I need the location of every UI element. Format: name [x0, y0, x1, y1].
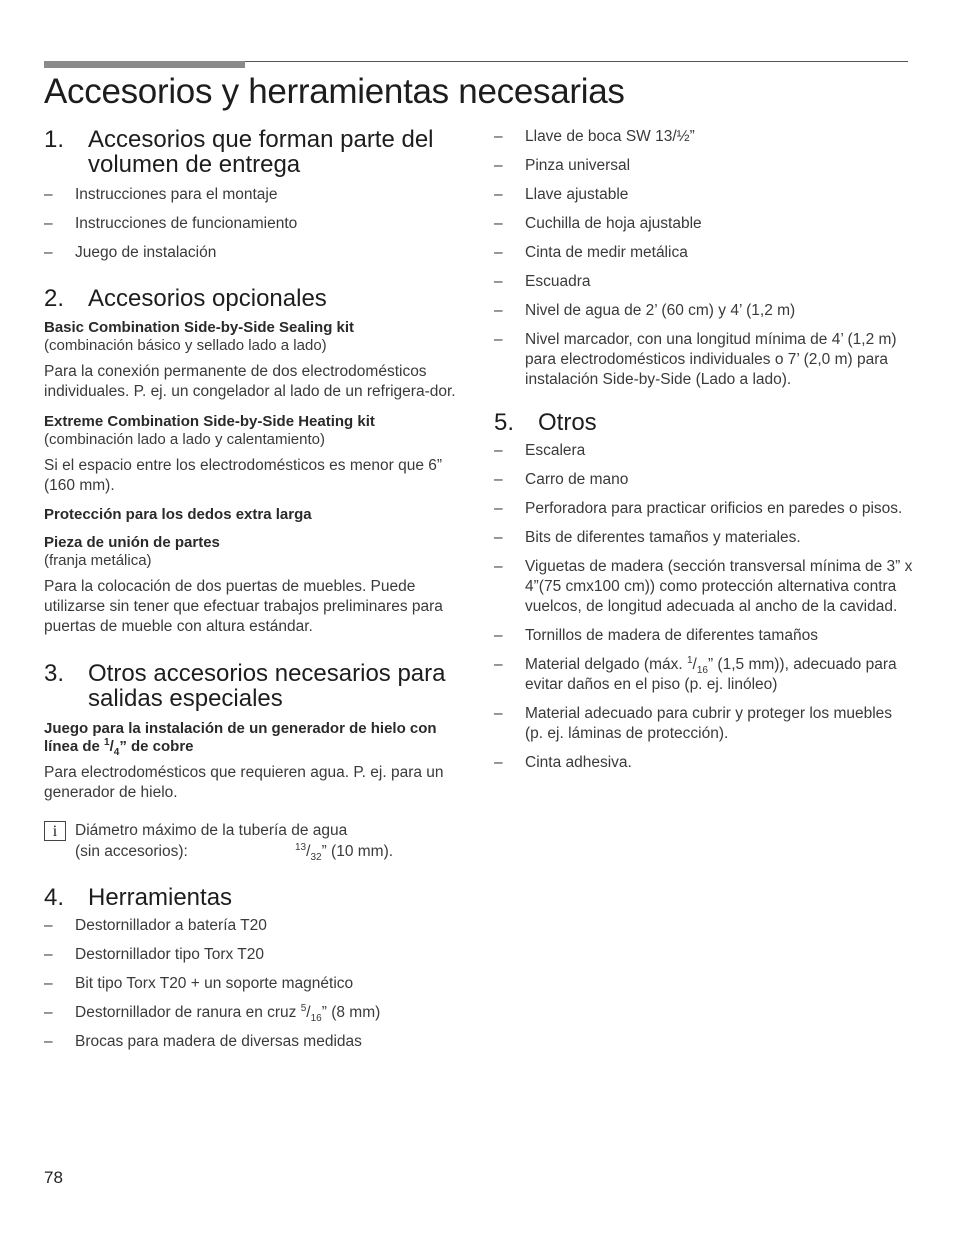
right-column: [494, 127, 914, 782]
left-column: [44, 127, 462, 1061]
section-2-heading: 2. Accesorios opcionales: [44, 285, 327, 312]
page-title: Accesorios y herramientas necesarias: [44, 72, 625, 111]
kit-2-description: Si el espacio entre los electrodomésticos es menor que 6” (160 mm).: [44, 457, 443, 494]
list-item: – Escalera: [494, 441, 914, 461]
section-4-heading: 4. Herramientas: [44, 884, 233, 911]
list-item: – Viguetas de madera (sección transversal mínima de 3” x 4”(75 cmx100 cm)) como protección alternativa contra vuelcos, de longitud adecuada al ancho de la cavidad.: [494, 557, 914, 617]
info-icon: i: [44, 821, 66, 841]
kit-2-note: (combinación lado a lado y calentamiento): [44, 431, 325, 448]
section-1-heading: 1. Accesorios que forman parte del volumen de entrega: [44, 126, 434, 178]
info-line-2: (sin accesorios): $^{13}/_{32}$” (10 mm).: [75, 841, 394, 864]
list-item: – Nivel marcador, con una longitud mínima de 4’ (1,2 m) para electrodomésticos individuales o 7’ (2,0 m) para instalación Side-by-Side (Lado a lado).: [494, 330, 914, 390]
list-item: – Llave de boca SW 13/½”: [494, 127, 914, 147]
section-4-list-continued: [494, 127, 914, 390]
ice-maker-kit-name: Juego para la instalación de un generador de hielo con línea de $^1/_4$” de cobre: [44, 720, 437, 758]
list-item: – Brocas para madera de diversas medidas: [44, 1032, 462, 1052]
list-item: – Destornillador tipo Torx T20: [44, 945, 462, 965]
list-item: – Instrucciones para el montaje: [44, 185, 462, 205]
list-item: – Cinta adhesiva.: [494, 753, 914, 773]
page-number: 78: [44, 1168, 63, 1187]
list-item: – Pinza universal: [494, 156, 914, 176]
section-5-heading: 5. Otros: [494, 409, 597, 436]
list-item: – Material adecuado para cubrir y proteger los muebles (p. ej. láminas de protección).: [494, 704, 914, 744]
kit-1-note: (combinación básico y sellado lado a lado): [44, 337, 327, 354]
list-item: – Cuchilla de hoja ajustable: [494, 214, 914, 234]
list-item: – Carro de mano: [494, 470, 914, 490]
list-item: – Juego de instalación: [44, 243, 462, 263]
list-item: – Bits de diferentes tamaños y materiales.: [494, 528, 914, 548]
list-item: – Instrucciones de funcionamiento: [44, 214, 462, 234]
list-item: – Material delgado (máx. $^1/_{16}$” (1,5 mm)), adecuado para evitar daños en el piso (p. ej. linóleo): [494, 655, 914, 695]
kit-1-description: Para la conexión permanente de dos electrodomésticos individuales. P. ej. un congelador al lado de un refrigera-dor.: [44, 363, 456, 400]
list-item: – Destornillador a batería T20: [44, 916, 462, 936]
list-item: – Bit tipo Torx T20 + un soporte magnético: [44, 974, 462, 994]
list-item: – Nivel de agua de 2’ (60 cm) y 4’ (1,2 m): [494, 301, 914, 321]
kit-4-description: Para la colocación de dos puertas de muebles. Puede utilizarse sin tener que efectuar trabajos preliminares para puertas de mueble con altura estándar.: [44, 578, 443, 635]
list-item: – Escuadra: [494, 272, 914, 292]
kit-3-name: Protección para los dedos extra larga: [44, 506, 312, 523]
section-1-list: [44, 185, 462, 263]
list-item: – Perforadora para practicar orificios en paredes o pisos.: [494, 499, 914, 519]
info-line-1: Diámetro máximo de la tubería de agua: [75, 822, 348, 839]
section-4-list: [44, 916, 462, 1052]
kit-4-note: (franja metálica): [44, 552, 152, 569]
section-3-heading: 3. Otros accesorios necesarios para salidas especiales: [44, 660, 446, 712]
header-accent-bar: [44, 61, 245, 68]
kit-1-name: Basic Combination Side-by-Side Sealing kit: [44, 319, 355, 336]
list-item: – Llave ajustable: [494, 185, 914, 205]
list-item: – Cinta de medir metálica: [494, 243, 914, 263]
kit-4-name: Pieza de unión de partes: [44, 534, 220, 551]
list-item: – Destornillador de ranura en cruz $^5/_{16}$” (8 mm): [44, 1003, 462, 1023]
info-note: [44, 820, 462, 862]
section-5-list: [494, 441, 914, 773]
list-item: – Tornillos de madera de diferentes tamaños: [494, 626, 914, 646]
kit-2-name: Extreme Combination Side-by-Side Heating kit: [44, 413, 375, 430]
ice-maker-kit-description: Para electrodomésticos que requieren agua. P. ej. para un generador de hielo.: [44, 764, 444, 801]
